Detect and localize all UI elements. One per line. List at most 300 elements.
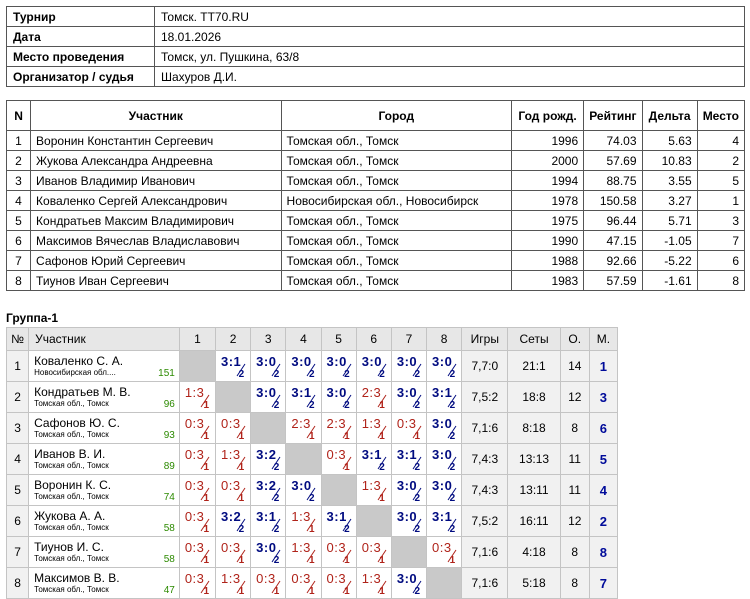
participant-delta: 5.63 [642,131,697,151]
match-score-points: 2 [273,493,280,504]
match-score [216,413,250,443]
info-row [7,27,745,47]
match-score-sets: 0:3 [221,478,241,493]
participant-rating: 150.58 [584,191,642,211]
match-result-cell [427,382,462,413]
participant-birth-year: 1975 [512,211,584,231]
group-player-name: Максимов В. В. [34,570,120,585]
group-header-opponent: 7 [391,328,426,351]
match-score-sets: 0:3 [184,540,205,555]
group-player-name: Сафонов Ю. С. [34,415,120,430]
match-score-points: 1 [238,431,245,442]
match-score-sets: 3:0 [256,540,277,555]
match-score-sets: 1:3 [221,447,241,462]
participant-birth-year: 1990 [512,231,584,251]
participants-column-header: Участник [31,101,282,131]
group-header-points: О. [560,328,589,351]
match-score-sets: 0:3 [326,540,347,555]
group-row-num: 6 [7,506,29,537]
match-result-cell [216,413,251,444]
match-score-points: 1 [308,555,315,566]
participant-birth-year: 1994 [512,171,584,191]
participant-delta: 10.83 [642,151,697,171]
match-score-points: 2 [273,400,280,411]
match-score-sets: 3:0 [396,478,418,493]
participant-city: Новосибирская обл., Новосибирск [281,191,511,211]
match-score-sets: 2:3 [291,416,311,431]
participant-delta: -1.05 [642,231,697,251]
group-sets: 13:11 [508,475,560,506]
match-score-sets: 3:0 [432,478,453,493]
match-score [392,382,426,412]
group-player-cell [29,413,180,444]
match-score-points: 1 [238,555,245,566]
match-score [286,506,320,536]
participant-row [7,211,745,231]
group-header-player: Участник [29,328,180,351]
group-place: 7 [589,568,617,599]
match-score-points: 2 [449,369,456,380]
group-games: 7,1:6 [462,537,508,568]
match-result-cell [216,537,251,568]
match-score-points: 1 [308,586,315,597]
participant-delta: 3.27 [642,191,697,211]
group-place: 2 [589,506,617,537]
match-score [180,413,215,443]
participant-city: Томская обл., Томск [281,251,511,271]
participants-column-header: N [7,101,31,131]
match-result-cell [356,413,391,444]
participant-birth-year: 1983 [512,271,584,291]
info-row [7,47,745,67]
group-crosstable [6,327,618,599]
match-score-points: 2 [379,369,385,380]
match-score [216,444,250,474]
match-score-points: 2 [414,493,421,504]
group-header [7,328,618,351]
info-row [7,67,745,87]
match-score-sets: 0:3 [221,540,241,555]
match-score-points: 2 [308,369,315,380]
match-result-cell [321,537,356,568]
match-score [251,506,285,536]
match-score-sets: 3:0 [396,354,418,369]
group-player-rating: 58 [163,554,175,565]
match-result-cell [427,444,462,475]
group-sets: 18:8 [508,382,560,413]
match-score [322,506,356,536]
group-player-city: Томская обл., Томск [34,522,109,532]
group-player-cell [29,444,180,475]
match-score-points: 2 [414,462,421,473]
match-score-sets: 1:3 [184,385,205,400]
match-result-cell [251,382,286,413]
match-result-cell [391,413,426,444]
match-result-cell [179,506,215,537]
group-row [7,475,618,506]
group-player-city: Томская обл., Томск [34,460,109,470]
participant-rating: 57.69 [584,151,642,171]
participants-column-header: Место [697,101,744,131]
participant-rating: 96.44 [584,211,642,231]
match-score [392,351,426,381]
participant-city: Томская обл., Томск [281,271,511,291]
participant-row [7,191,745,211]
group-points: 12 [560,506,589,537]
match-result-cell [321,382,356,413]
match-score-points: 2 [449,431,456,442]
match-result-cell [251,351,286,382]
participant-number: 7 [7,251,31,271]
info-label: Место проведения [7,47,155,67]
match-result-cell [321,444,356,475]
match-score [286,475,320,505]
match-result-cell [216,475,251,506]
group-header-opponent: 6 [356,328,391,351]
match-result-cell [356,382,391,413]
participant-delta: -5.22 [642,251,697,271]
match-result-cell [286,506,321,537]
group-row [7,537,618,568]
match-result-cell [179,444,215,475]
group-row-num: 4 [7,444,29,475]
match-score-points: 2 [344,400,350,411]
group-player-cell [29,475,180,506]
group-header-games: Игры [462,328,508,351]
match-score [286,351,320,381]
group-player-name: Коваленко С. А. [34,353,124,368]
match-score-points: 2 [414,586,421,597]
match-score-points: 2 [414,524,421,535]
match-score-points: 1 [308,524,315,535]
participant-rating: 47.15 [584,231,642,251]
match-score [427,537,461,567]
participant-number: 2 [7,151,31,171]
group-row [7,413,618,444]
self-match-cell [179,351,215,382]
match-result-cell [391,351,426,382]
group-player-name: Иванов В. И. [34,446,106,461]
group-title: Группа-1 [6,311,59,325]
participant-name: Иванов Владимир Иванович [31,171,282,191]
group-sets: 4:18 [508,537,560,568]
match-score-points: 2 [308,400,315,411]
group-points: 14 [560,351,589,382]
match-score [180,537,215,567]
match-score-sets: 0:3 [432,540,452,555]
participant-place: 6 [697,251,744,271]
participant-place: 1 [697,191,744,211]
match-score-sets: 0:3 [184,416,205,431]
group-games: 7,1:6 [462,568,508,599]
info-value: 18.01.2026 [155,27,745,47]
match-score-sets: 0:3 [184,571,205,586]
group-points: 11 [560,475,589,506]
group-sets: 16:11 [508,506,560,537]
group-player-cell [29,351,180,382]
match-score [427,475,461,505]
group-place: 8 [589,537,617,568]
match-score-points: 1 [203,462,209,473]
match-score-points: 1 [238,586,245,597]
match-score [251,475,285,505]
participant-number: 8 [7,271,31,291]
match-score-points: 1 [308,431,315,442]
participants-body [7,131,745,291]
match-score [392,506,426,536]
participant-place: 7 [697,231,744,251]
group-points: 11 [560,444,589,475]
match-score-points: 1 [379,400,385,411]
match-score [357,444,391,474]
match-score-points: 1 [203,586,209,597]
match-score-points: 1 [344,555,350,566]
match-score [392,475,426,505]
match-score-sets: 3:1 [221,354,242,369]
self-match-cell [391,537,426,568]
group-header-opponent: 2 [216,328,251,351]
info-label: Турнир [7,7,155,27]
match-result-cell [216,444,251,475]
participants-column-header: Рейтинг [584,101,642,131]
info-value: Томск. TT70.RU [155,7,745,27]
group-games: 7,4:3 [462,475,508,506]
match-score-points: 2 [273,555,280,566]
group-player-city: Томская обл., Томск [34,398,109,408]
participant-row [7,231,745,251]
match-score [251,382,285,412]
match-result-cell [179,475,215,506]
match-result-cell [427,413,462,444]
participant-number: 3 [7,171,31,191]
participant-row [7,131,745,151]
match-score [322,413,356,443]
group-header-opponent: 3 [251,328,286,351]
match-score-sets: 0:3 [291,571,311,586]
participant-row [7,251,745,271]
match-score [251,351,285,381]
match-score-sets: 3:1 [326,509,347,524]
match-result-cell [356,475,391,506]
self-match-cell [286,444,321,475]
participants-column-header: Дельта [642,101,697,131]
match-score-points: 1 [379,431,385,442]
match-score-sets: 0:3 [256,571,276,586]
match-score-points: 1 [238,493,245,504]
match-score [322,351,356,381]
participant-number: 5 [7,211,31,231]
match-result-cell [321,351,356,382]
match-result-cell [427,506,462,537]
group-player-name: Воронин К. С. [34,477,112,492]
match-score-points: 1 [238,462,245,473]
match-result-cell [286,413,321,444]
match-result-cell [251,444,286,475]
self-match-cell [216,382,251,413]
match-score-points: 1 [414,431,421,442]
match-score-points: 2 [273,369,280,380]
match-score-points: 2 [414,369,421,380]
group-games: 7,5:2 [462,382,508,413]
match-score [427,506,461,536]
participant-place: 8 [697,271,744,291]
group-player-cell [29,382,180,413]
participant-name: Максимов Вячеслав Владиславович [31,231,282,251]
group-header-place: М. [589,328,617,351]
match-result-cell [251,506,286,537]
match-score-sets: 3:1 [256,509,277,524]
match-score-sets: 3:0 [291,354,312,369]
match-score-points: 2 [344,524,350,535]
info-row [7,7,745,27]
match-result-cell [286,475,321,506]
match-score-points: 1 [203,493,209,504]
participant-name: Коваленко Сергей Александрович [31,191,282,211]
match-score-points: 2 [344,369,350,380]
group-header-opponent: 4 [286,328,321,351]
participant-rating: 57.59 [584,271,642,291]
group-player-rating: 58 [163,523,175,534]
match-score-points: 1 [344,462,350,473]
match-score-sets: 3:1 [396,447,418,462]
match-result-cell [251,537,286,568]
match-score-sets: 3:0 [326,385,347,400]
group-points: 8 [560,537,589,568]
match-score-points: 1 [344,431,350,442]
group-player-rating: 47 [163,585,175,596]
match-score-sets: 3:1 [361,447,382,462]
match-score-sets: 3:0 [361,354,382,369]
match-score-points: 2 [238,524,245,535]
match-score-sets: 3:0 [432,416,453,431]
group-row [7,506,618,537]
match-score-points: 1 [273,586,280,597]
match-result-cell [216,506,251,537]
group-row-num: 8 [7,568,29,599]
group-player-city: Новосибирская обл.... [34,367,116,377]
match-score-sets: 0:3 [221,416,241,431]
match-result-cell [391,506,426,537]
group-place: 4 [589,475,617,506]
match-score-points: 1 [379,493,385,504]
participant-row [7,151,745,171]
match-score-points: 2 [449,524,456,535]
group-row-num: 3 [7,413,29,444]
participant-name: Тиунов Иван Сергеевич [31,271,282,291]
match-score [322,537,356,567]
match-score [216,475,250,505]
group-player-name: Тиунов И. С. [34,539,104,554]
match-score-sets: 0:3 [184,447,205,462]
match-score [357,537,391,567]
group-sets: 21:1 [508,351,560,382]
match-score-sets: 0:3 [396,416,417,431]
match-score-sets: 1:3 [291,540,311,555]
participant-birth-year: 2000 [512,151,584,171]
group-player-city: Томская обл., Томск [34,491,109,501]
match-result-cell [321,413,356,444]
group-row-num: 1 [7,351,29,382]
match-score-points: 1 [344,586,350,597]
match-score [357,475,391,505]
group-games: 7,4:3 [462,444,508,475]
match-score [357,382,391,412]
participant-birth-year: 1978 [512,191,584,211]
group-place: 1 [589,351,617,382]
match-score [216,537,250,567]
group-games: 7,7:0 [462,351,508,382]
match-score-sets: 0:3 [184,478,205,493]
match-score-sets: 3:1 [432,385,453,400]
group-row [7,382,618,413]
match-score [322,382,356,412]
group-player-name: Жукова А. А. [34,508,106,523]
match-score-sets: 3:2 [256,478,277,493]
group-player-rating: 96 [163,399,175,410]
group-header-opponent: 5 [321,328,356,351]
match-score-sets: 3:0 [256,354,277,369]
match-score-points: 1 [203,400,209,411]
match-result-cell [391,444,426,475]
match-score-sets: 1:3 [221,571,241,586]
match-score-sets: 3:0 [396,509,418,524]
match-score-sets: 1:3 [361,478,382,493]
participant-row [7,271,745,291]
match-score-points: 1 [203,431,209,442]
participant-delta: 3.55 [642,171,697,191]
participant-rating: 88.75 [584,171,642,191]
match-result-cell [251,475,286,506]
participant-place: 4 [697,131,744,151]
match-score-sets: 3:2 [256,447,277,462]
match-score [216,506,250,536]
match-score-points: 2 [238,369,245,380]
match-score-sets: 3:2 [221,509,242,524]
match-score-sets: 0:3 [326,571,347,586]
participants-column-header: Город [281,101,511,131]
match-score [392,444,426,474]
match-result-cell [321,506,356,537]
match-score-sets: 3:0 [291,478,312,493]
participant-city: Томская обл., Томск [281,171,511,191]
self-match-cell [356,506,391,537]
match-score-points: 1 [449,555,456,566]
match-score-sets: 1:3 [361,416,382,431]
match-score-sets: 3:0 [326,354,347,369]
match-score [357,351,391,381]
group-row-num: 2 [7,382,29,413]
match-result-cell [179,537,215,568]
participant-number: 1 [7,131,31,151]
match-score [286,413,320,443]
group-player-rating: 151 [158,368,175,379]
match-result-cell [391,475,426,506]
match-score-points: 1 [203,555,209,566]
match-score [251,537,285,567]
info-value: Шахуров Д.И. [155,67,745,87]
match-score-points: 2 [449,462,456,473]
info-label: Дата [7,27,155,47]
match-score-sets: 3:0 [256,385,277,400]
participant-rating: 74.03 [584,131,642,151]
match-score-sets: 3:0 [396,385,418,400]
info-label: Организатор / судья [7,67,155,87]
tournament-info-body [7,7,745,87]
self-match-cell [321,475,356,506]
match-result-cell [427,475,462,506]
match-score-points: 2 [414,400,421,411]
group-place: 5 [589,444,617,475]
